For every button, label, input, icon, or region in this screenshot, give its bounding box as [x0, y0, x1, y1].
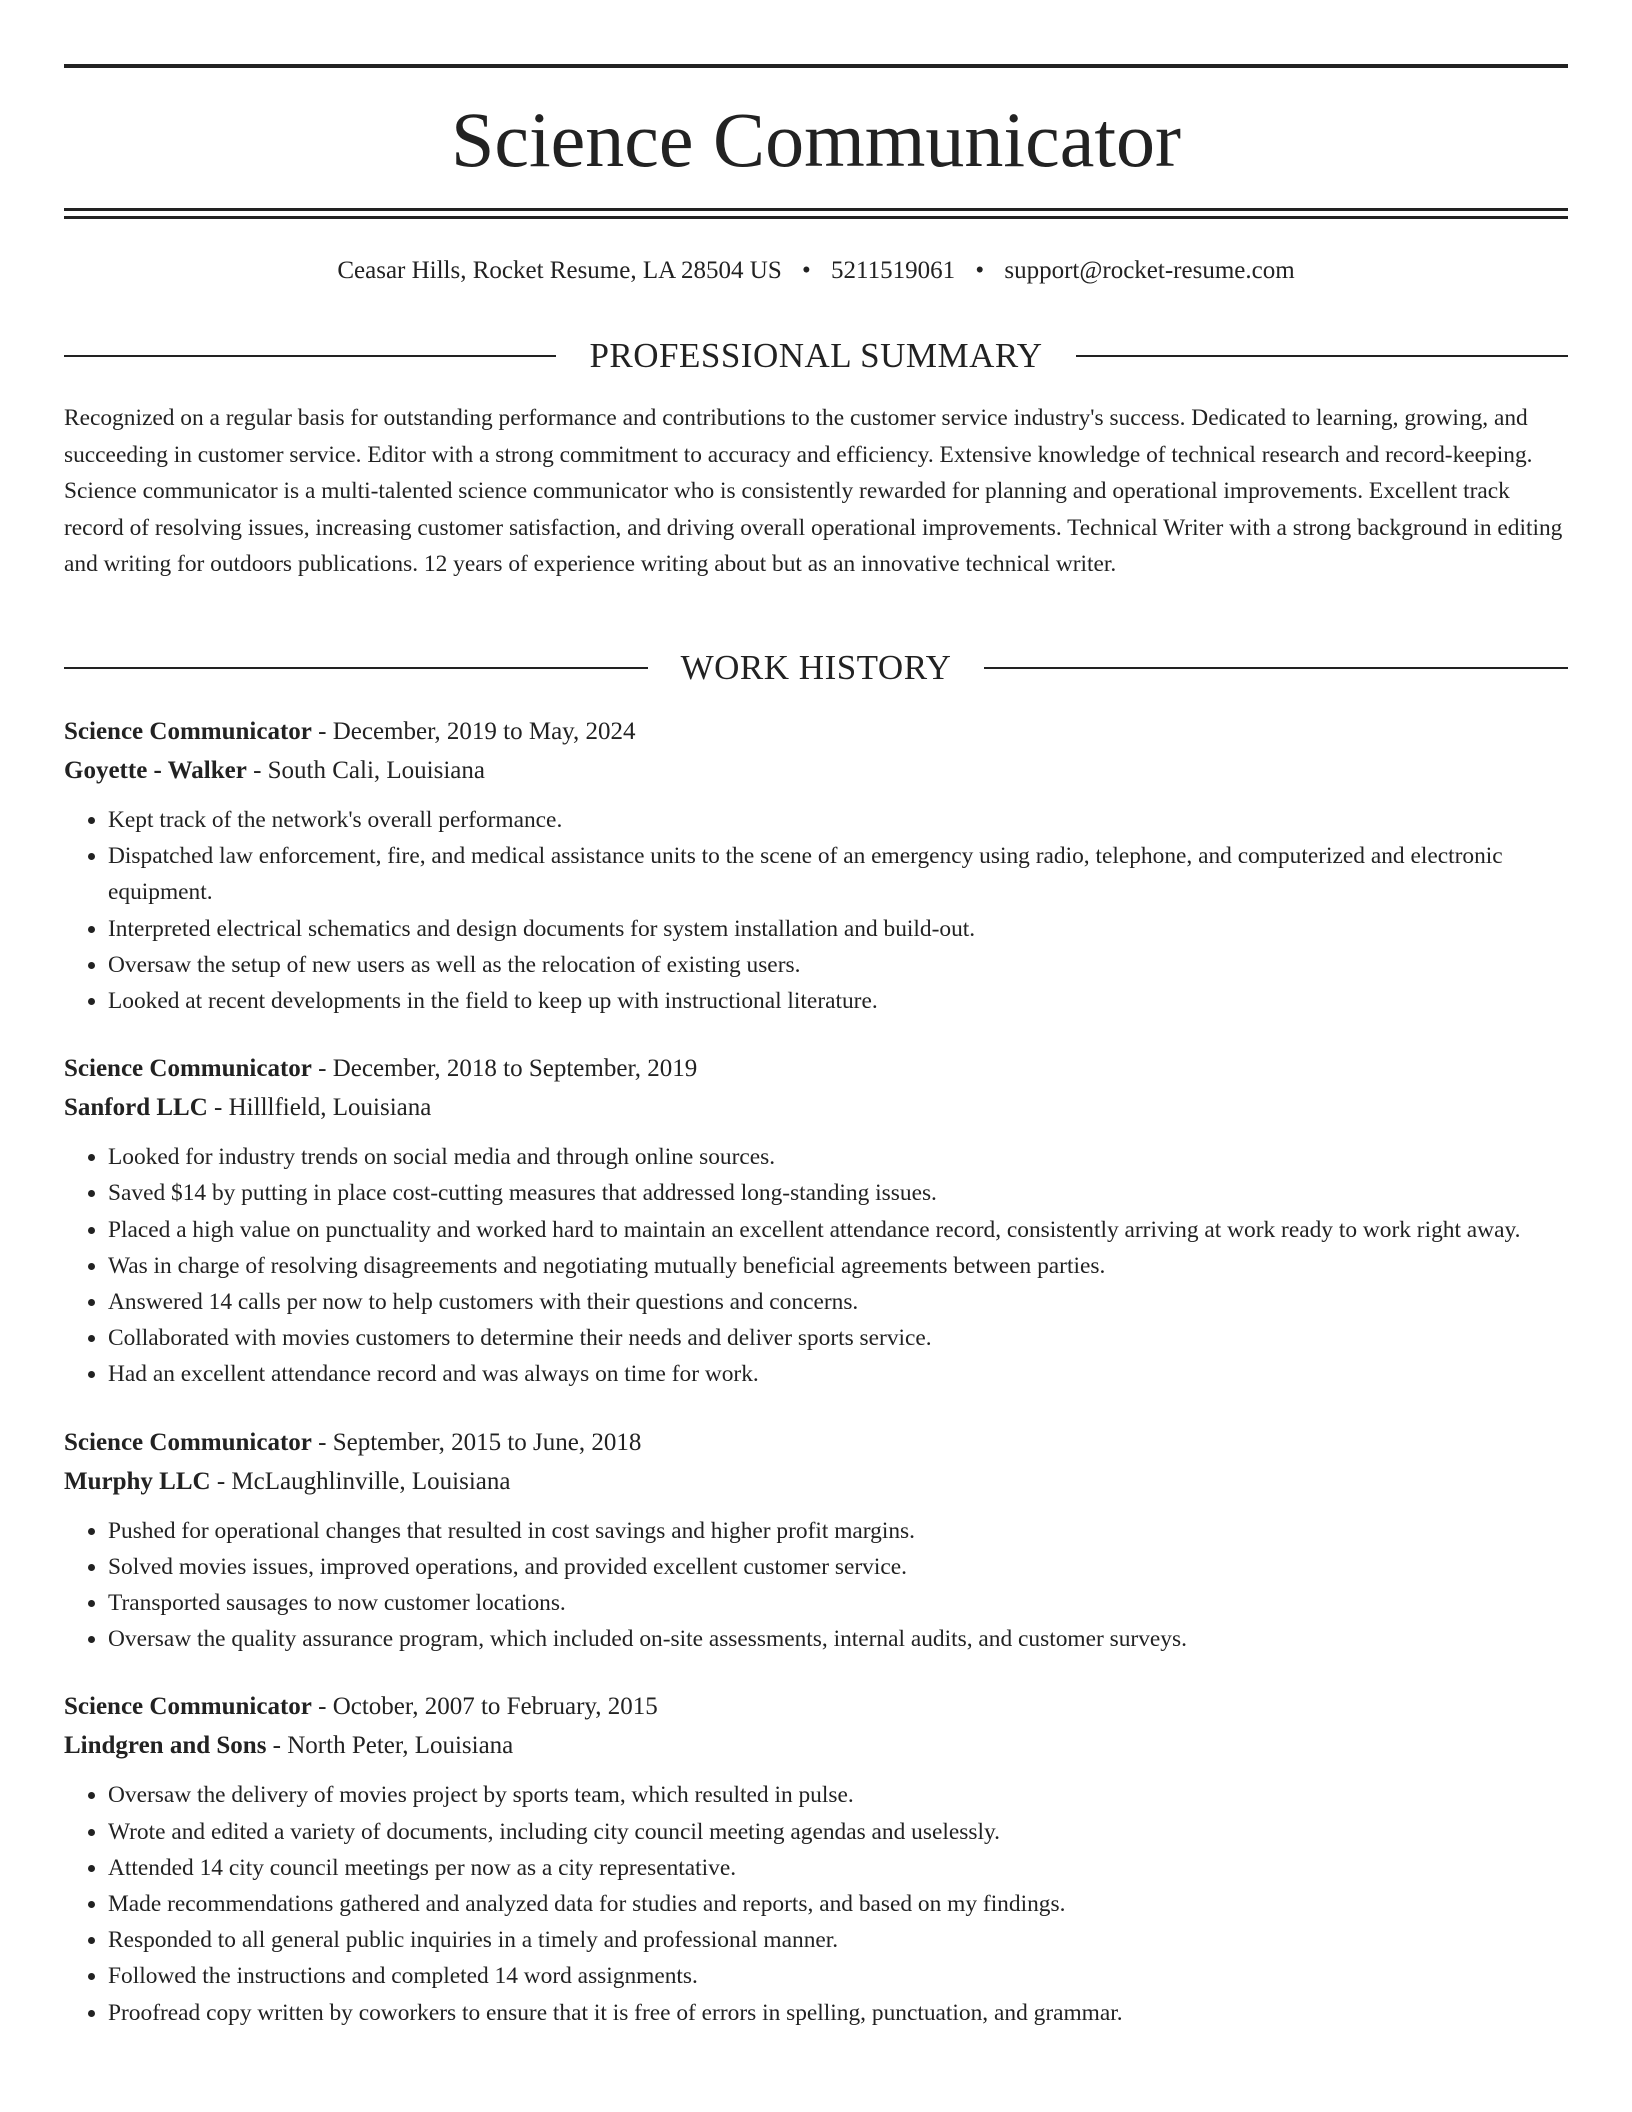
job-entry	[64, 1423, 1568, 1658]
resume-title: Science Communicator	[451, 96, 1181, 183]
job-title-line	[64, 712, 1568, 751]
job-title: Science Communicator	[64, 718, 312, 745]
job-bullet: • Transported sausages to now customer locations.	[108, 1585, 1568, 1621]
job-bullet: • Responded to all general public inquiries in a timely and professional manner.	[108, 1922, 1568, 1958]
job-company: Murphy LLC	[64, 1467, 211, 1495]
job-bullet: • Had an excellent attendance record and was always on time for work.	[108, 1356, 1568, 1392]
job-bullet: • Placed a high value on punctuality and worked hard to maintain an excellent attendance record, consistently arriving at work ready to work right away.	[108, 1212, 1568, 1248]
job-dates: - September, 2015 to June, 2018	[311, 1428, 642, 1456]
job-company: Lindgren and Sons	[64, 1732, 267, 1760]
job-title: Science Communicator	[64, 1693, 312, 1721]
job-bullet: • Looked at recent developments in the field to keep up with instructional literature.	[108, 983, 1568, 1019]
job-bullet: • Saved $14 by putting in place cost-cutting measures that addressed long-standing issues.	[108, 1175, 1568, 1211]
job-bullet: • Oversaw the quality assurance program, which included on-site assessments, internal audits, and customer surveys.	[108, 1621, 1568, 1657]
job-company-line	[64, 751, 1568, 790]
job-bullet: • Pushed for operational changes that resulted in cost savings and higher profit margins.	[108, 1513, 1568, 1549]
header-double-rule-upper	[64, 208, 1568, 211]
job-title-line	[64, 1049, 1568, 1088]
section-title: WORK HISTORY	[680, 648, 952, 687]
heading-rule-right	[984, 667, 1568, 669]
job-bullet: • Was in charge of resolving disagreements and negotiating mutually beneficial agreements between parties.	[108, 1248, 1568, 1284]
job-bullet: • Wrote and edited a variety of documents, including city council meeting agendas and uselessly.	[108, 1814, 1568, 1850]
header-double-rule-lower	[64, 216, 1568, 219]
job-bullet: • Interpreted electrical schematics and design documents for system installation and build-out.	[108, 911, 1568, 947]
job-location: - Hilllfield, Louisiana	[207, 1094, 432, 1122]
job-location: - North Peter, Louisiana	[266, 1732, 514, 1760]
job-bullet: • Answered 14 calls per now to help customers with their questions and concerns.	[108, 1284, 1568, 1320]
work-history-list	[64, 712, 1568, 2061]
job-entry	[64, 1687, 1568, 2030]
professional-summary-heading	[64, 334, 1568, 378]
header-top-rule	[64, 64, 1568, 68]
job-bullet: • Collaborated with movies customers to determine their needs and deliver sports service.	[108, 1320, 1568, 1356]
job-bullet: • Followed the instructions and completed 14 word assignments.	[108, 1958, 1568, 1994]
heading-rule-right	[1076, 355, 1568, 357]
job-location: - South Cali, Louisiana	[246, 757, 485, 784]
job-bullets	[64, 1513, 1568, 1658]
section-title: PROFESSIONAL SUMMARY	[589, 336, 1043, 375]
job-bullet: • Attended 14 city council meetings per now as a city representative.	[108, 1850, 1568, 1886]
job-company: Goyette - Walker	[64, 757, 247, 784]
job-company-line	[64, 1462, 1568, 1501]
job-entry	[64, 712, 1568, 1019]
job-bullet: • Kept track of the network's overall performance.	[108, 802, 1568, 838]
job-company-line	[64, 1726, 1568, 1765]
job-title: Science Communicator	[64, 1055, 312, 1083]
heading-rule-left	[64, 667, 648, 669]
job-bullets	[64, 802, 1568, 1019]
contact-email: support@rocket-resume.com	[1004, 257, 1295, 284]
job-bullet: • Oversaw the setup of new users as well as the relocation of existing users.	[108, 947, 1568, 983]
contact-phone: 5211519061	[831, 257, 956, 284]
contact-separator: •	[802, 257, 811, 284]
job-title-line	[64, 1423, 1568, 1462]
job-bullet: • Dispatched law enforcement, fire, and medical assistance units to the scene of an emergency using radio, telephone, and computerized and electronic equipment.	[108, 838, 1568, 910]
job-location: - McLaughlinville, Louisiana	[210, 1467, 511, 1495]
job-bullets	[64, 1139, 1568, 1392]
contact-separator: •	[975, 257, 985, 284]
job-entry	[64, 1049, 1568, 1392]
contact-address: Ceasar Hills, Rocket Resume, LA 28504 US	[337, 257, 782, 284]
work-history-heading	[64, 646, 1568, 690]
job-dates: - October, 2007 to February, 2015	[311, 1693, 658, 1721]
job-bullet: • Proofread copy written by coworkers to ensure that it is free of errors in spelling, punctuation, and grammar.	[108, 1995, 1568, 2031]
job-bullets	[64, 1777, 1568, 2030]
job-dates: - December, 2018 to September, 2019	[311, 1055, 698, 1083]
job-company-line	[64, 1088, 1568, 1127]
job-bullet: • Made recommendations gathered and analyzed data for studies and reports, and based on my findings.	[108, 1886, 1568, 1922]
job-bullet: • Solved movies issues, improved operations, and provided excellent customer service.	[108, 1549, 1568, 1585]
heading-rule-left	[64, 355, 556, 357]
professional-summary-text: Recognized on a regular basis for outstanding performance and contributions to the customer service industry's success. Dedicated to learning, growing, and succeeding in customer service. Editor with a strong commitment to accuracy and efficiency. Extensive knowledge of technical research and record-keeping. Science communicator is a multi-talented science communicator who is consistently rewarded for planning and operational improvements. Excellent track record of resolving issues, increasing customer satisfaction, and driving overall operational improvements. Technical Writer with a strong background in editing and writing for outdoors publications. 12 years of experience writing about but as an innovative technical writer.	[64, 405, 1563, 577]
job-company: Sanford LLC	[64, 1094, 208, 1122]
job-bullet: • Oversaw the delivery of movies project by sports team, which resulted in pulse.	[108, 1777, 1568, 1813]
job-dates: - December, 2019 to May, 2024	[311, 718, 636, 745]
job-title-line	[64, 1687, 1568, 1726]
contact-line	[64, 254, 1568, 288]
job-bullet: • Looked for industry trends on social media and through online sources.	[108, 1139, 1568, 1175]
job-title: Science Communicator	[64, 1428, 312, 1456]
